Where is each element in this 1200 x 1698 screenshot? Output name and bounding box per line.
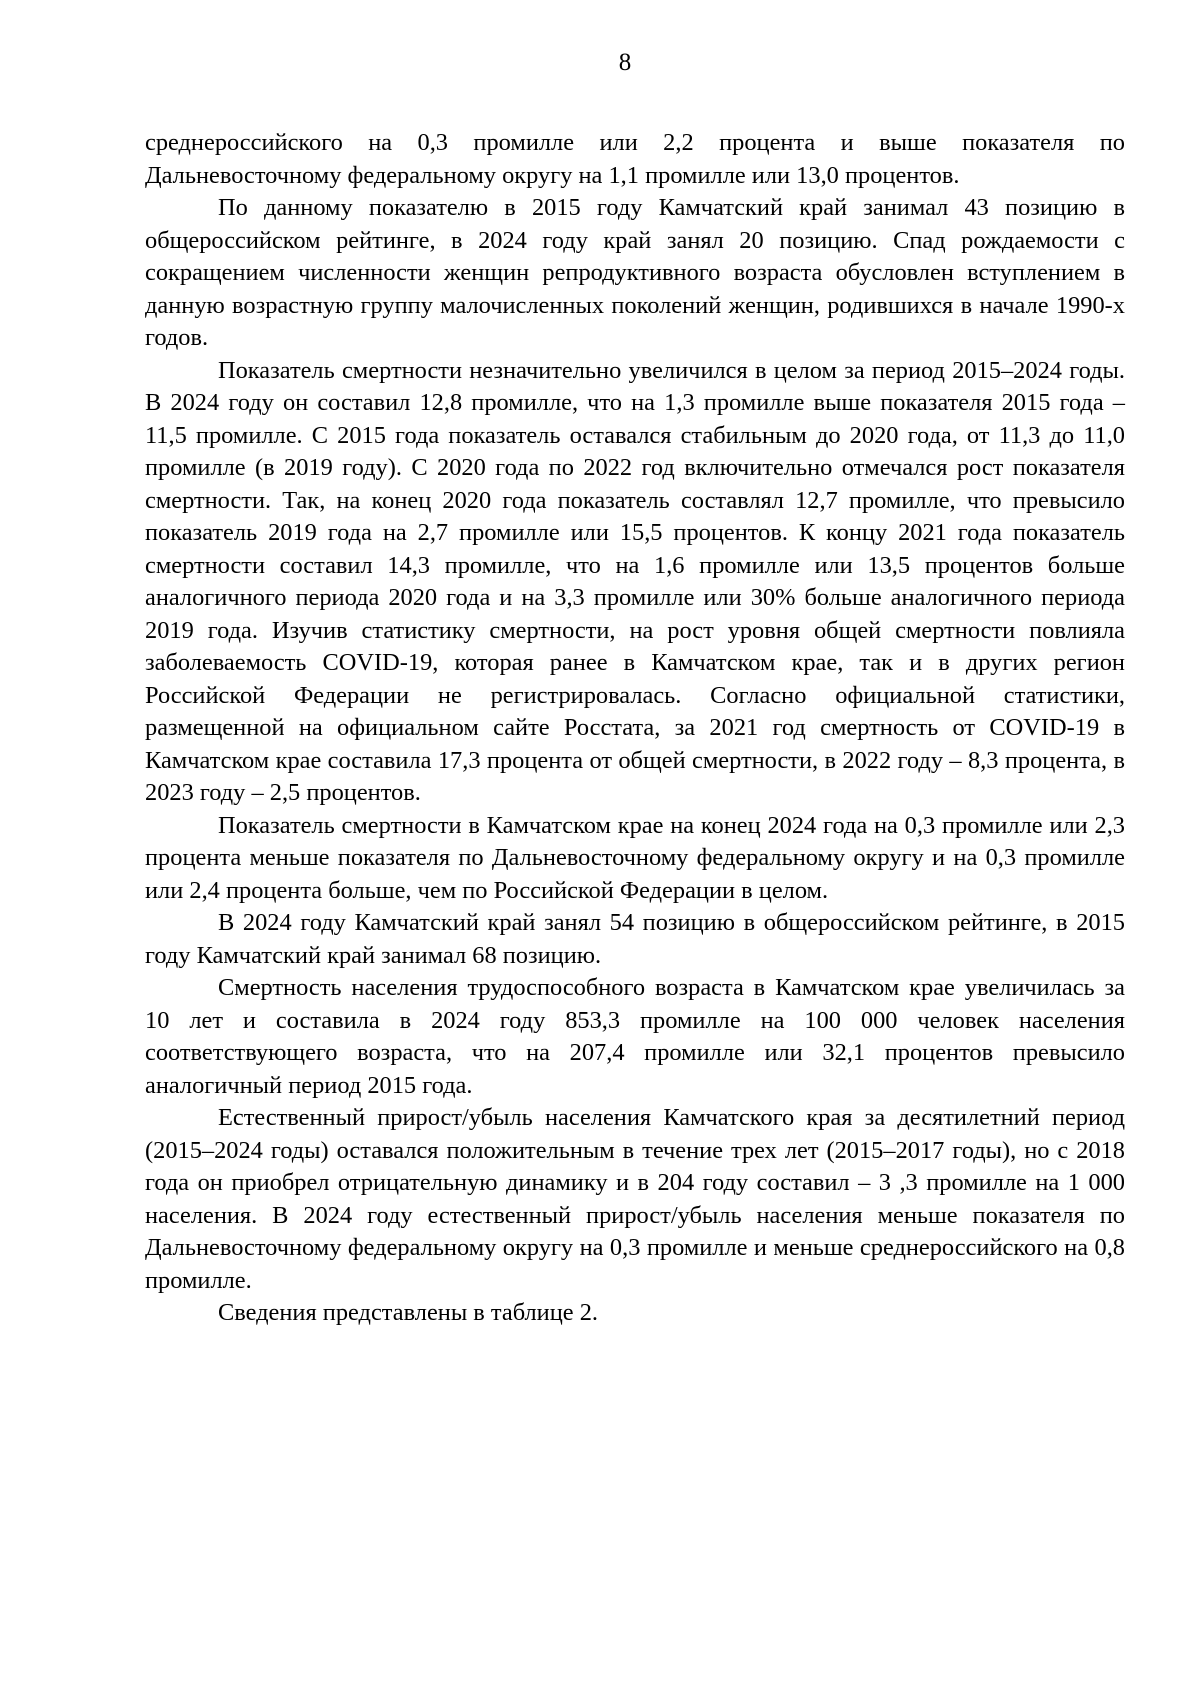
paragraph-working-age-mortality: Смертность населения трудоспособного возраста в Камчатском крае увеличилась за 10 лет и составила в 2024 году 853,3 промилле на 100 000 человек населения соответствующего возраста, что на 207,4 промилле или 32,1 процентов превысило аналогичный период 2015 года.: [145, 974, 1125, 1099]
paragraph-rating-2024: В 2024 году Камчатский край занял 54 позицию в общероссийском рейтинге, в 2015 году Камчатский край занимал 68 позицию.: [145, 909, 1125, 969]
paragraph-rating-2015: По данному показателю в 2015 году Камчатский край занимал 43 позицию в общероссийском рейтинге, в 2024 году край занял 20 позицию. Спад рождаемости с сокращением численности женщин репродуктивного возраста обусловлен вступлением в данную возрастную группу малочисленных поколений женщин, родившихся в начале 1990-х годов.: [145, 194, 1125, 351]
paragraph-mortality-comparison: Показатель смертности в Камчатском крае на конец 2024 года на 0,3 промилле или 2,3 процента меньше показателя по Дальневосточному федеральному округу и на 0,3 промилле или 2,4 процента больше, чем по Российской Федерации в целом.: [145, 811, 1125, 904]
paragraph-mortality-rate: Показатель смертности незначительно увеличился в целом за период 2015–2024 годы. В 2024 году он составил 12,8 промилле, что на 1,3 промилле выше показателя 2015 года – 11,5 промилле. С 2015 года показатель оставался стабильным до 2020 года, от 11,3 до 11,0 промилле (в 2019 году). С 2020 года по 2022 год включительно отмечался рост показателя смертности. Так, на конец 2020 года показатель составлял 12,7 промилле, что превысило показатель 2019 года на 2,7 промилле или 15,5 процентов. К концу 2021 года показатель смертности составил 14,3 промилле, что на 1,6 промилле или 13,5 процентов больше аналогичного периода 2020 года и на 3,3 промилле или 30% больше аналогичного периода 2019 года. Изучив статистику смертности, на рост уровня общей смертности повлияла заболеваемость COVID-19, которая ранее в Камчатском крае, так и в других регион Российской Федерации не регистрировалась. Согласно официальной статистики, размещенной на официальном сайте Росстата, за 2021 год смертность от COVID-19 в Камчатском крае составила 17,3 процента от общей смертности, в 2022 году – 8,3 процента, в 2023 году – 2,5 процентов.: [145, 356, 1125, 806]
paragraph-natural-growth: Естественный прирост/убыль населения Камчатского края за десятилетний период (2015–2024 годы) оставался положительным в течение трех лет (2015–2017 годы), но с 2018 года он приобрел отрицательную динамику и в 204 году составил – 3 ,3 промилле на 1 000 населения. В 2024 году естественный прирост/убыль населения меньше показателя по Дальневосточному федеральному округу на 0,3 промилле и меньше среднероссийского на 0,8 промилле.: [145, 1104, 1125, 1294]
page-number: 8: [618, 49, 632, 76]
paragraph-continuation: среднероссийского на 0,3 промилле или 2,2 процента и выше показателя по Дальневосточному федеральному округу на 1,1 промилле или 13,0 процентов.: [145, 129, 1125, 189]
paragraph-table-reference: Сведения представлены в таблице 2.: [218, 1299, 598, 1326]
document-body: [145, 127, 1125, 1330]
